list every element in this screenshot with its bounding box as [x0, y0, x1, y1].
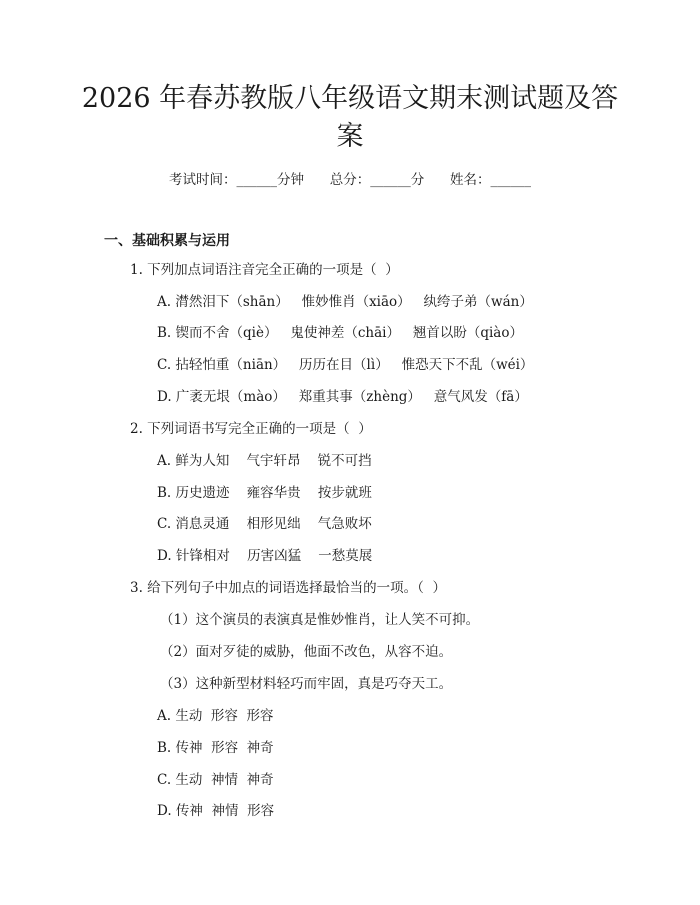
page-title	[60, 80, 640, 156]
question-1: 1. 下列加点词语注音完全正确的一项是（ ）	[130, 262, 399, 278]
question-1-option-b: B. 锲而不舍（qiè） 鬼使神差（chāi） 翘首以盼（qiào）	[157, 325, 523, 341]
question-3-sentence-1: （1）这个演员的表演真是惟妙惟肖，让人笑不可抑。	[160, 612, 480, 628]
question-3-option-c: C. 生动 神情 神奇	[157, 772, 274, 788]
question-2-option-d: D. 针锋相对 历害凶猛 一愁莫展	[157, 548, 373, 564]
question-3-option-b: B. 传神 形容 神奇	[157, 740, 274, 756]
exam-meta: 考试时间：______分钟 总分：______分 姓名：______	[169, 172, 531, 188]
question-2-option-b: B. 历史遗迹 雍容华贵 按步就班	[157, 485, 372, 501]
question-3-option-d: D. 传神 神情 形容	[157, 803, 275, 819]
question-3-sentence-2: （2）面对歹徒的威胁，他面不改色，从容不迫。	[160, 644, 453, 660]
question-3: 3. 给下列句子中加点的词语选择最恰当的一项。（ ）	[130, 580, 447, 596]
title-line-1: 2026 年春苏教版八年级语文期末测试题及答	[81, 83, 619, 114]
question-1-option-a: A. 潸然泪下（shān） 惟妙惟肖（xiāo） 纨绔子弟（wán）	[157, 294, 533, 310]
question-2: 2. 下列词语书写完全正确的一项是（ ）	[130, 421, 372, 437]
question-3-sentence-3: （3）这种新型材料轻巧而牢固，真是巧夺天工。	[160, 676, 453, 692]
title-line-2: 案	[336, 121, 364, 152]
question-3-option-a: A. 生动 形容 形容	[157, 708, 274, 724]
section-heading: 一、基础积累与运用	[104, 233, 230, 249]
question-1-option-c: C. 拈轻怕重（niān） 历历在目（lì） 惟恐天下不乱（wéi）	[157, 357, 534, 373]
question-2-option-c: C. 消息灵通 相形见绌 气急败坏	[157, 516, 372, 532]
question-2-option-a: A. 鲜为人知 气宇轩昂 锐不可挡	[157, 453, 372, 469]
question-1-option-d: D. 广袤无垠（mào） 郑重其事（zhèng） 意气风发（fā）	[157, 389, 528, 405]
